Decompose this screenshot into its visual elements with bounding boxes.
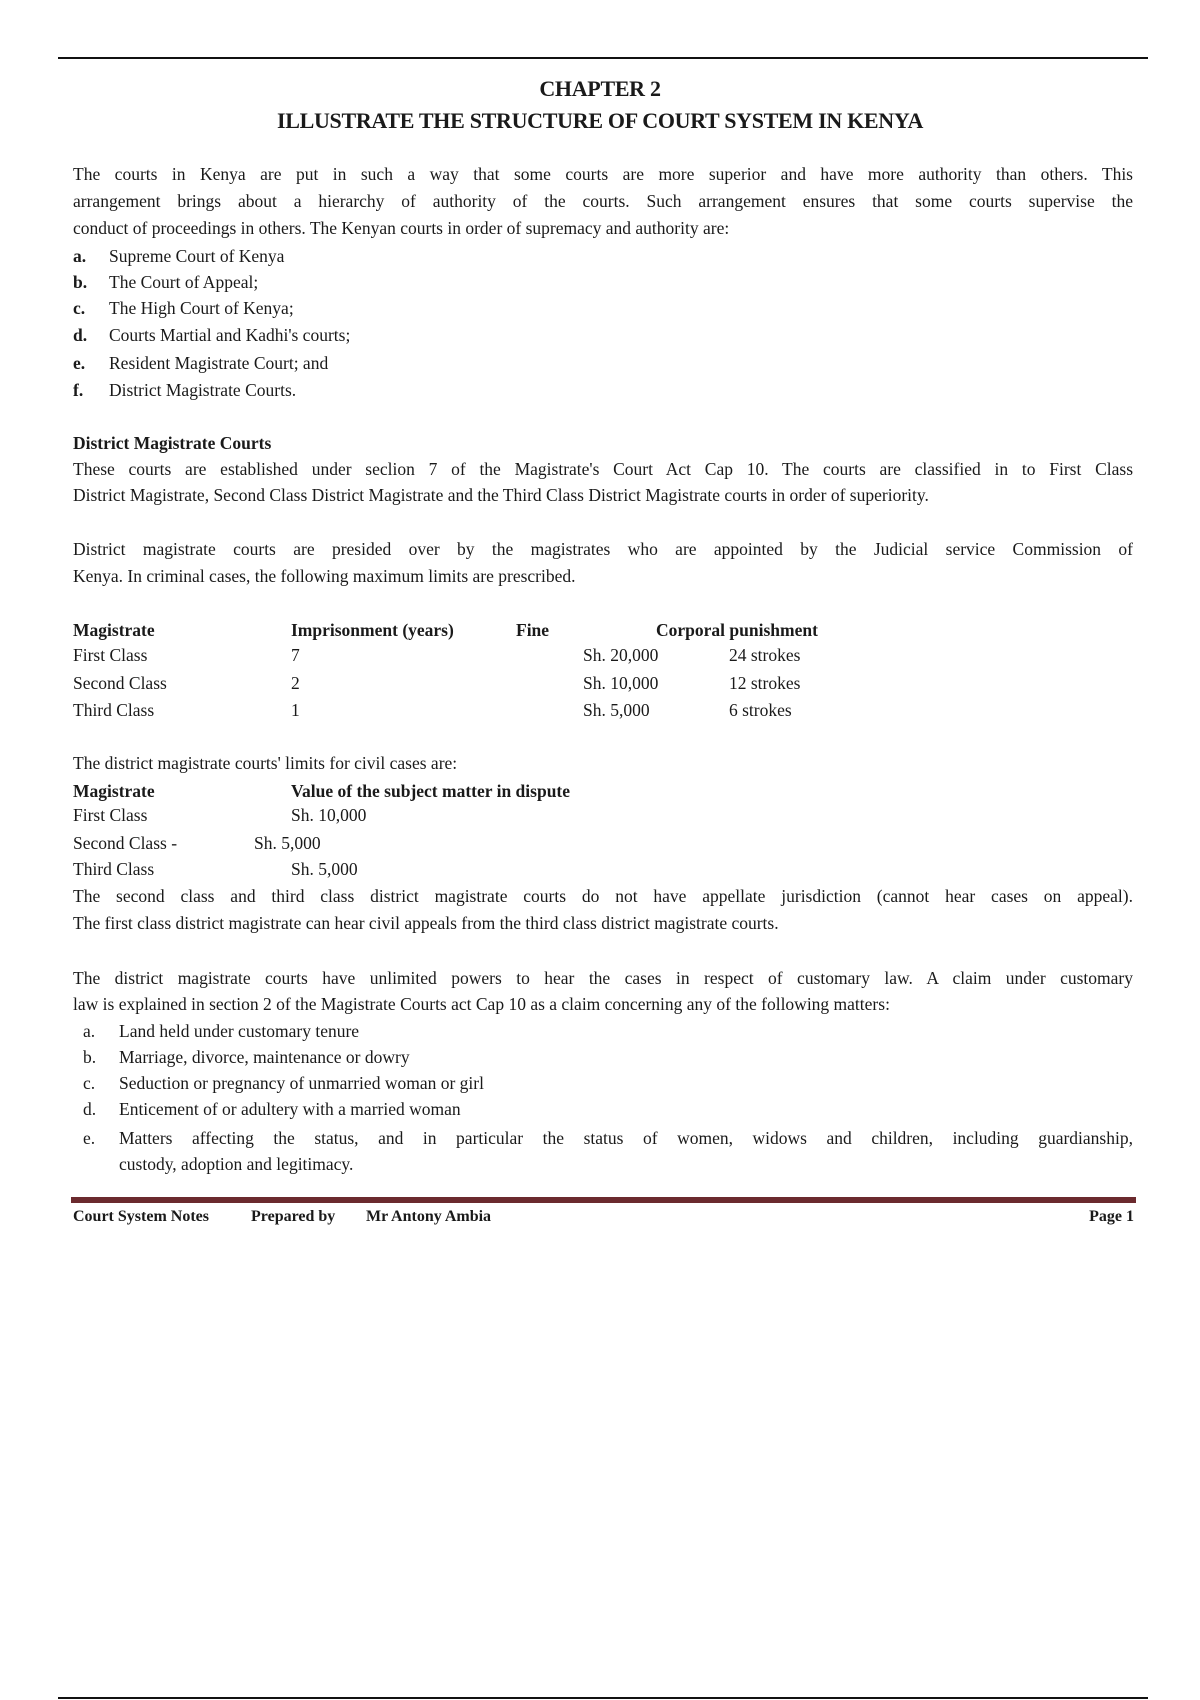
column-header: Fine — [516, 620, 550, 640]
table-cell: First Class — [73, 805, 148, 825]
paragraph-line: District Magistrate, Second Class District Magistrate and the Third Class District Magistrate courts in order of superiority. — [73, 485, 929, 505]
table-cell: 24 strokes — [729, 645, 801, 665]
column-header: Imprisonment (years) — [291, 620, 454, 640]
list-item: The Court of Appeal; — [109, 272, 259, 292]
table-cell: 6 strokes — [729, 700, 792, 720]
list-letter: c. — [83, 1073, 96, 1093]
list-letter: e. — [83, 1128, 96, 1148]
chapter-label: CHAPTER 2 — [539, 76, 661, 101]
footer-author: Mr Antony Ambia — [366, 1208, 492, 1225]
paragraph-line: District magistrate courts are presided over by the magistrates who are appointed by the Judicial service Commission of — [73, 539, 1133, 559]
table-cell: 12 strokes — [729, 673, 801, 693]
column-header: Magistrate — [73, 781, 155, 801]
table-cell: Third Class — [73, 859, 155, 879]
list-item: The High Court of Kenya; — [109, 298, 294, 318]
section-heading: District Magistrate Courts — [73, 433, 272, 453]
table-cell: Sh. 10,000 — [291, 805, 367, 825]
list-letter: a. — [73, 246, 87, 266]
list-letter: f. — [73, 380, 84, 400]
list-letter: b. — [83, 1047, 97, 1067]
paragraph-line: law is explained in section 2 of the Magistrate Courts act Cap 10 as a claim concerning any of the following matters: — [73, 994, 890, 1014]
list-item: Seduction or pregnancy of unmarried woman or girl — [119, 1073, 484, 1093]
table-cell: Sh. 5,000 — [291, 859, 358, 879]
column-header: Corporal punishment — [656, 620, 818, 640]
list-letter: c. — [73, 298, 86, 318]
list-item: Enticement of or adultery with a married woman — [119, 1099, 461, 1119]
bottom-rule — [58, 1697, 1148, 1699]
list-item: Matters affecting the status, and in particular the status of women, widows and children, including guardianship, — [119, 1128, 1133, 1148]
paragraph-line: These courts are established under seclion 7 of the Magistrate's Court Act Cap 10. The courts are classified in to First Class — [73, 459, 1133, 479]
list-item: Marriage, divorce, maintenance or dowry — [119, 1047, 410, 1067]
civil-intro: The district magistrate courts' limits for civil cases are: — [73, 753, 458, 773]
table-cell: First Class — [73, 645, 148, 665]
footer-prepared-label: Prepared by — [251, 1208, 336, 1225]
list-letter: d. — [73, 325, 88, 345]
list-letter: b. — [73, 272, 88, 292]
table-cell: Sh. 5,000 — [583, 700, 650, 720]
list-item: Resident Magistrate Court; and — [109, 353, 329, 373]
footer-doc-title: Court System Notes — [73, 1208, 209, 1225]
intro-line: conduct of proceedings in others. The Kenyan courts in order of supremacy and authority are: — [73, 218, 730, 238]
table-cell: Sh. 5,000 — [254, 833, 321, 853]
list-item: Courts Martial and Kadhi's courts; — [109, 325, 351, 345]
page-number: Page 1 — [1089, 1208, 1134, 1225]
table-cell: Second Class — [73, 673, 167, 693]
list-letter: a. — [83, 1021, 96, 1041]
column-header: Value of the subject matter in dispute — [291, 781, 571, 801]
table-cell: 2 — [291, 673, 300, 693]
table-cell: Second Class - — [73, 833, 178, 853]
table-cell: Sh. 10,000 — [583, 673, 659, 693]
list-item: Supreme Court of Kenya — [109, 246, 285, 266]
list-item: District Magistrate Courts. — [109, 380, 297, 400]
column-header: Magistrate — [73, 620, 155, 640]
intro-line: The courts in Kenya are put in such a way that some courts are more superior and have more authority than others. This — [73, 164, 1133, 184]
table-cell: 7 — [291, 645, 300, 665]
top-rule — [58, 57, 1148, 59]
paragraph-line: The district magistrate courts have unlimited powers to hear the cases in respect of customary law. A claim under customary — [73, 968, 1133, 988]
list-item-continuation: custody, adoption and legitimacy. — [119, 1154, 354, 1174]
list-item: Land held under customary tenure — [119, 1021, 360, 1041]
table-cell: Sh. 20,000 — [583, 645, 659, 665]
paragraph-line: The second class and third class district magistrate courts do not have appellate jurisdiction (cannot hear cases on appeal). — [73, 886, 1133, 906]
footer-bar — [71, 1197, 1136, 1203]
table-cell: Third Class — [73, 700, 155, 720]
page-title: ILLUSTRATE THE STRUCTURE OF COURT SYSTEM IN KENYA — [276, 108, 924, 133]
list-letter: d. — [83, 1099, 97, 1119]
list-letter: e. — [73, 353, 86, 373]
intro-line: arrangement brings about a hierarchy of authority of the courts. Such arrangement ensures that some courts supervise the — [73, 191, 1133, 211]
paragraph-line: The first class district magistrate can hear civil appeals from the third class district magistrate courts. — [73, 913, 779, 933]
table-cell: 1 — [291, 700, 300, 720]
paragraph-line: Kenya. In criminal cases, the following maximum limits are prescribed. — [73, 566, 576, 586]
